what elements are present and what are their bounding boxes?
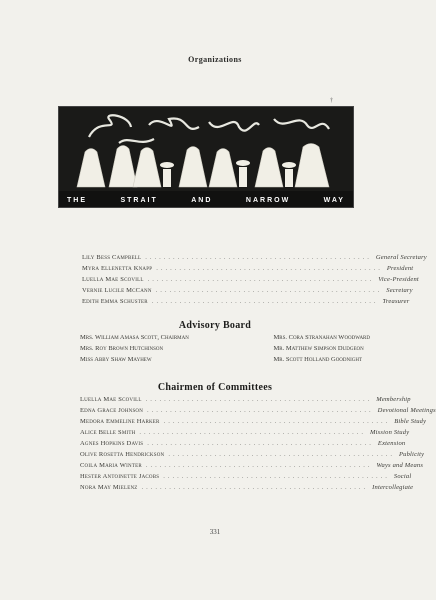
officer-name: Luella Mae Scovill [82,276,144,283]
officer-role: President [386,265,414,272]
committee-name: Mission Study [370,429,410,436]
committee-name: Bible Study [394,418,427,425]
banner-caption [59,197,353,204]
committee-chair: Coila Maria Winter [80,462,142,469]
officer-name: Myra Ellenetta Knapp [82,265,153,272]
advisory-member: Miss Abby Shaw Mayhew [80,356,152,363]
committee-chair: Agnes Hopkins Davis [80,440,144,447]
committee-chair: Luella Mae Scovill [80,396,142,403]
banner-word-2: STRAIT [120,197,158,204]
officer-row [82,254,427,265]
advisory-member: Mrs. William Amasa Scott, Chairman [80,334,189,341]
officer-role: Vice-President [378,276,419,283]
banner-word-1: THE [67,197,87,204]
committee-name: Social [393,473,412,480]
committee-row [80,462,424,473]
leader-dots: ................................................. [156,265,383,272]
advisory-member: Mr. Scott Holland Goodnight [273,356,363,363]
committee-name: Membership [376,396,411,403]
officer-row [82,265,414,276]
advisory-right-column [273,334,370,367]
leader-dots: ................................................. [163,418,391,425]
committee-chair: Nora May Mielenz [80,484,138,491]
leader-dots: ................................................. [145,254,372,261]
leader-dots: ................................................. [147,440,374,447]
committee-name: Ways and Means [376,462,424,469]
leader-dots: ................................................. [151,298,379,305]
officer-name: Lily Bess Campbell [82,254,142,261]
committee-name: Extension [377,440,406,447]
advisory-board [80,334,370,367]
leader-dots: ................................................. [155,287,383,294]
committee-name: Publicity [398,451,425,458]
advisory-left-column [80,334,189,367]
leader-dots: ................................................. [145,462,373,469]
officer-role: Treasurer [382,298,410,305]
leader-dots: ................................................. [139,429,367,436]
committee-chair: Medora Emmeline Harker [80,418,160,425]
banner-word-5: WAY [323,197,345,204]
leader-dots: ................................................. [168,451,395,458]
officer-row [82,276,419,287]
advisory-member: Mr. Matthew Simpson Dudgeon [273,345,364,352]
advisory-member: Mrs. Cora Stranahan Woodward [273,334,370,341]
committees-list [80,396,436,495]
leader-dots: ................................................. [141,484,369,491]
committee-chair: Hester Antoinette Jacobs [80,473,160,480]
committee-chair: Alice Belle Smith [80,429,136,436]
officer-role: Secretary [386,287,413,294]
officer-row [82,298,410,309]
committee-row [80,484,414,495]
committee-row [80,429,410,440]
committee-row [80,440,406,451]
banner-word-4: NARROW [245,197,291,204]
banner-illustration [58,106,354,208]
page-number: 331 [209,528,221,536]
advisory-member: Mrs. Roy Brown Hutchinson [80,345,164,352]
committee-row [80,473,412,484]
officers-list [82,254,427,309]
committee-chair: Olive Rosetta Hendrickson [80,451,165,458]
officer-name: Edith Emma Schuster [82,298,148,305]
committee-row [80,396,411,407]
page-header: Organizations [188,55,242,64]
banner-corner-mark: † [330,98,333,104]
committee-name: Devotional Meetings [377,407,436,414]
leader-dots: ................................................. [145,396,373,403]
robed-figures-illustration [59,107,353,207]
committees-title: Chairmen of Committees [157,382,273,393]
leader-dots: ................................................. [147,276,375,283]
officer-row [82,287,413,298]
officer-name: Vernie Lucile McCann [82,287,152,294]
banner-word-3: AND [191,197,213,204]
committee-name: Intercollegiate [372,484,414,491]
committee-row [80,418,427,429]
advisory-board-title: Advisory Board [178,320,252,331]
leader-dots: ................................................. [147,407,374,414]
committee-row [80,451,425,462]
committee-row [80,407,436,418]
committee-chair: Edna Grace Johnson [80,407,144,414]
officer-role: General Secretary [375,254,427,261]
leader-dots: ................................................. [163,473,390,480]
